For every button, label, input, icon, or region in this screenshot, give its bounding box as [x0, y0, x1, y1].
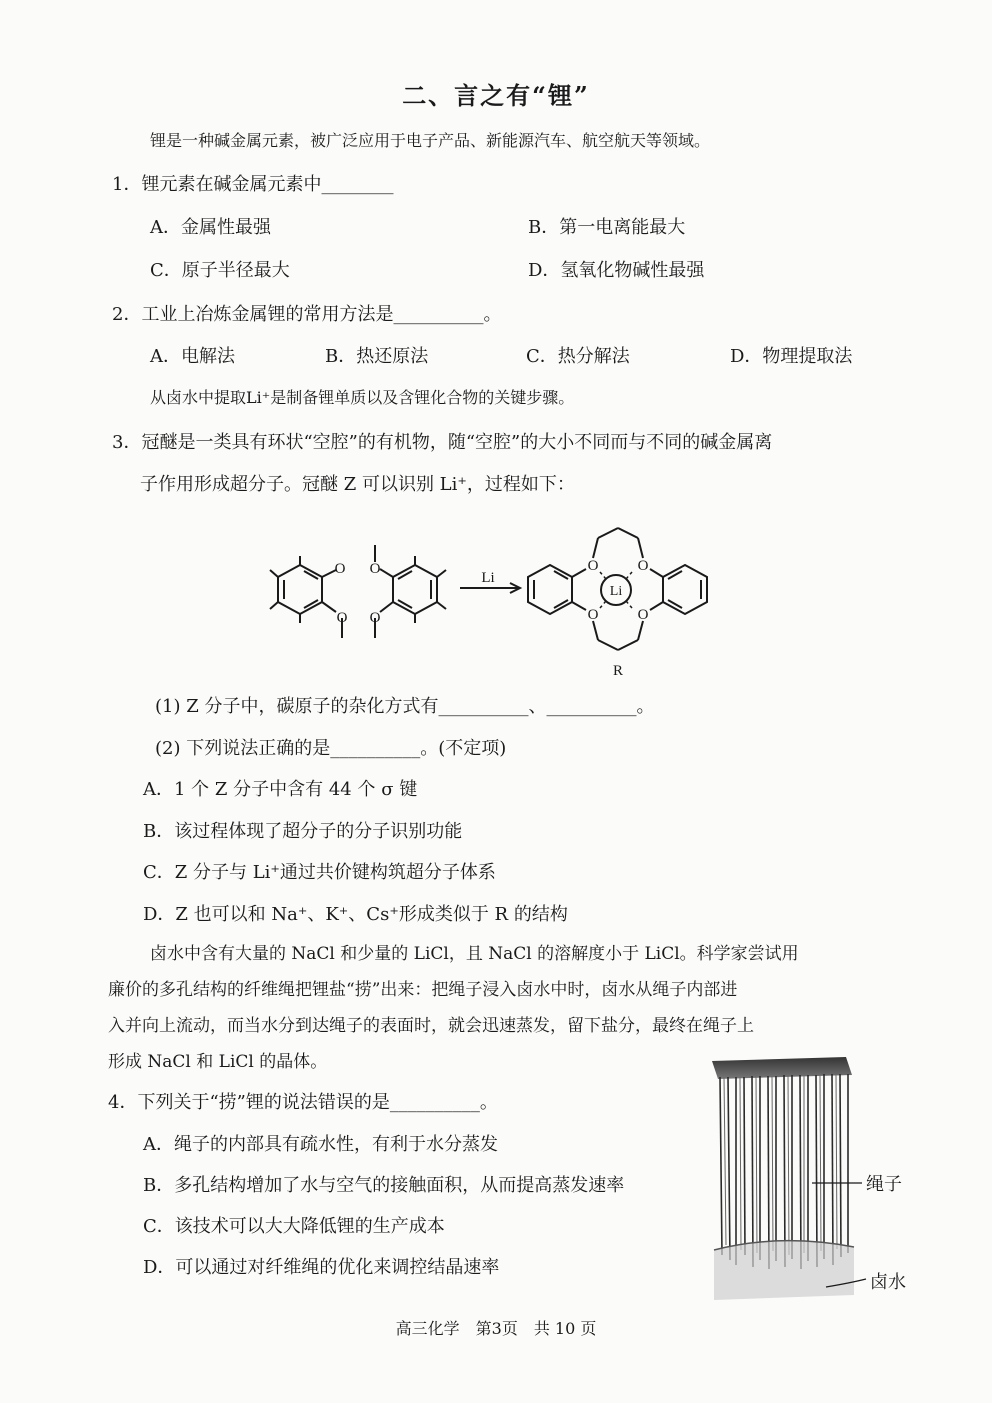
q3-subquestion-1: (1) Z 分子中，碳原子的杂化方式有__________、__________。 — [155, 696, 655, 717]
paragraph-line-2: 廉价的多孔结构的纤维绳把锂盐“捞”出来：把绳子浸入卤水中时，卤水从绳子内部进 — [108, 980, 738, 1000]
q3-option-d: D．Z 也可以和 Na⁺、K⁺、Cs⁺形成类似于 R 的结构 — [143, 904, 568, 925]
q2-option-c: C．热分解法 — [526, 346, 630, 367]
intro-text: 锂是一种碱金属元素，被广泛应用于电子产品、新能源汽车、航空航天等领域。 — [150, 131, 711, 150]
oxygen-atom-label: O — [336, 610, 348, 626]
q4-option-d: D．可以通过对纤维绳的优化来调控结晶速率 — [143, 1257, 500, 1278]
oxygen-atom-label: O — [637, 607, 649, 623]
q3-option-a: A．1 个 Z 分子中含有 44 个 σ 键 — [143, 779, 418, 800]
page-footer: 高三化学 第3页 共 10 页 — [395, 1319, 597, 1338]
q4-option-b: B．多孔结构增加了水与空气的接触面积，从而提高蒸发速率 — [143, 1175, 625, 1196]
paragraph-line-4: 形成 NaCl 和 LiCl 的晶体。 — [108, 1052, 328, 1072]
oxygen-atom-label: O — [637, 558, 649, 574]
section-title: 二、言之有“锂” — [402, 81, 590, 110]
arrow-reagent-label: Li — [481, 570, 495, 586]
q1-option-d: D．氢氧化物碱性最强 — [528, 260, 705, 281]
q4-option-a: A．绳子的内部具有疏水性，有利于水分蒸发 — [143, 1134, 498, 1155]
q2-option-a: A．电解法 — [150, 346, 235, 367]
q3-option-b: B．该过程体现了超分子的分子识别功能 — [143, 821, 463, 842]
oxygen-atom-label: O — [587, 558, 599, 574]
intro-li-extraction: 从卤水中提取Li⁺是制备锂单质以及含锂化合物的关键步骤。 — [150, 388, 575, 407]
oxygen-atom-label: O — [369, 610, 381, 626]
paragraph-line-3: 入并向上流动，而当水分到达绳子的表面时，就会迅速蒸发，留下盐分，最终在绳子上 — [108, 1016, 754, 1036]
paragraph-line-1: 卤水中含有大量的 NaCl 和少量的 LiCl，且 NaCl 的溶解度小于 LiCl。科学家尝试用 — [150, 944, 799, 964]
brine-label: 卤水 — [870, 1272, 906, 1293]
q3-option-c: C．Z 分子与 Li⁺通过共价键构筑超分子体系 — [143, 862, 496, 883]
question-3-stem-line2: 子作用形成超分子。冠醚 Z 可以识别 Li⁺，过程如下： — [140, 474, 575, 495]
q2-option-d: D．物理提取法 — [730, 346, 853, 367]
oxygen-atom-label: O — [334, 561, 346, 577]
q1-option-a: A．金属性最强 — [150, 217, 271, 238]
crown-ether-diagram — [260, 520, 720, 685]
oxygen-atom-label: O — [369, 561, 381, 577]
question-2-stem: 2．工业上冶炼金属锂的常用方法是__________。 — [112, 304, 502, 325]
q4-option-c: C．该技术可以大大降低锂的生产成本 — [143, 1216, 445, 1237]
question-4-stem: 4．下列关于“捞”锂的说法错误的是__________。 — [108, 1092, 498, 1113]
question-3-stem-line1: 3．冠醚是一类具有环状“空腔”的有机物，随“空腔”的大小不同而与不同的碱金属离 — [112, 432, 773, 453]
rope-label: 绳子 — [866, 1174, 902, 1195]
q1-option-c: C．原子半径最大 — [150, 260, 290, 281]
rope-brine-photo — [700, 1055, 940, 1310]
question-1-stem: 1．锂元素在碱金属元素中________ — [112, 174, 394, 195]
product-r-label: R — [612, 663, 624, 679]
lithium-ion-label: Li — [609, 584, 623, 599]
q1-option-b: B．第一电离能最大 — [528, 217, 686, 238]
oxygen-atom-label: O — [587, 607, 599, 623]
q3-subquestion-2: (2) 下列说法正确的是__________。(不定项) — [155, 738, 507, 759]
q2-option-b: B．热还原法 — [325, 346, 429, 367]
